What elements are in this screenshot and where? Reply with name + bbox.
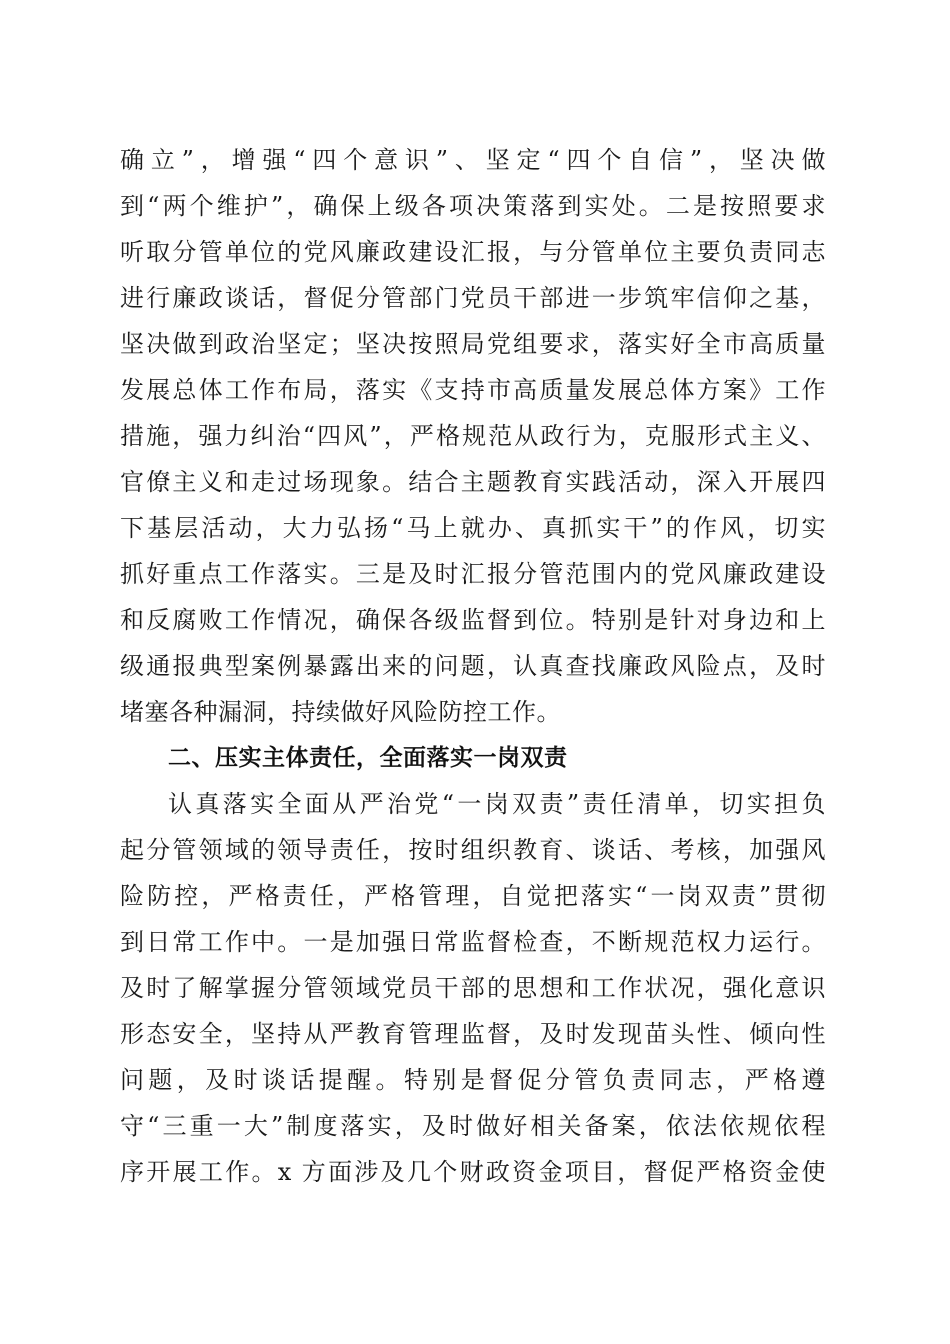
text-line: 级通报典型案例暴露出来的问题，认真查找廉政风险点，及时 — [120, 652, 826, 680]
text-line: 坚决做到政治坚定；坚决按照局党组要求，落实好全市高质量 — [120, 330, 826, 358]
text-line: 措施，强力纠治“四风”，严格规范从政行为，克服形式主义、 — [120, 422, 826, 450]
text-line: 险防控，严格责任，严格管理，自觉把落实“一岗双责”贯彻 — [120, 882, 826, 910]
section-heading: 二、压实主体责任，全面落实一岗双责 — [168, 745, 568, 771]
text-line: 进行廉政谈话，督促分管部门党员干部进一步筑牢信仰之基， — [120, 284, 826, 312]
text-line: 确立”，增强“四个意识”、坚定“四个自信”，坚决做 — [120, 146, 826, 174]
text-line: 官僚主义和走过场现象。结合主题教育实践活动，深入开展四 — [120, 468, 826, 496]
text-line: 守“三重一大”制度落实，及时做好相关备案，依法依规依程 — [120, 1112, 826, 1140]
text-line: 序开展工作。x 方面涉及几个财政资金项目，督促严格资金使 — [120, 1158, 826, 1186]
text-line: 及时了解掌握分管领域党员干部的思想和工作状况，强化意识 — [120, 974, 826, 1002]
text-line: 认真落实全面从严治党“一岗双责”责任清单，切实担负 — [168, 790, 826, 818]
text-line: 听取分管单位的党风廉政建设汇报，与分管单位主要负责同志 — [120, 238, 826, 266]
text-line: 问题，及时谈话提醒。特别是督促分管负责同志，严格遵 — [120, 1066, 826, 1094]
text-line: 发展总体工作布局，落实《支持市高质量发展总体方案》工作 — [120, 376, 826, 404]
text-line: 和反腐败工作情况，确保各级监督到位。特别是针对身边和上 — [120, 606, 826, 634]
text-line: 到“两个维护”，确保上级各项决策落到实处。二是按照要求 — [120, 192, 826, 220]
text-line: 起分管领域的领导责任，按时组织教育、谈话、考核，加强风 — [120, 836, 826, 864]
text-line: 到日常工作中。一是加强日常监督检查，不断规范权力运行。 — [120, 928, 826, 956]
text-line: 堵塞各种漏洞，持续做好风险防控工作。 — [120, 698, 561, 726]
text-line: 形态安全，坚持从严教育管理监督，及时发现苗头性、倾向性 — [120, 1020, 826, 1048]
text-line: 下基层活动，大力弘扬“马上就办、真抓实干”的作风，切实 — [120, 514, 826, 542]
text-line: 抓好重点工作落实。三是及时汇报分管范围内的党风廉政建设 — [120, 560, 826, 588]
